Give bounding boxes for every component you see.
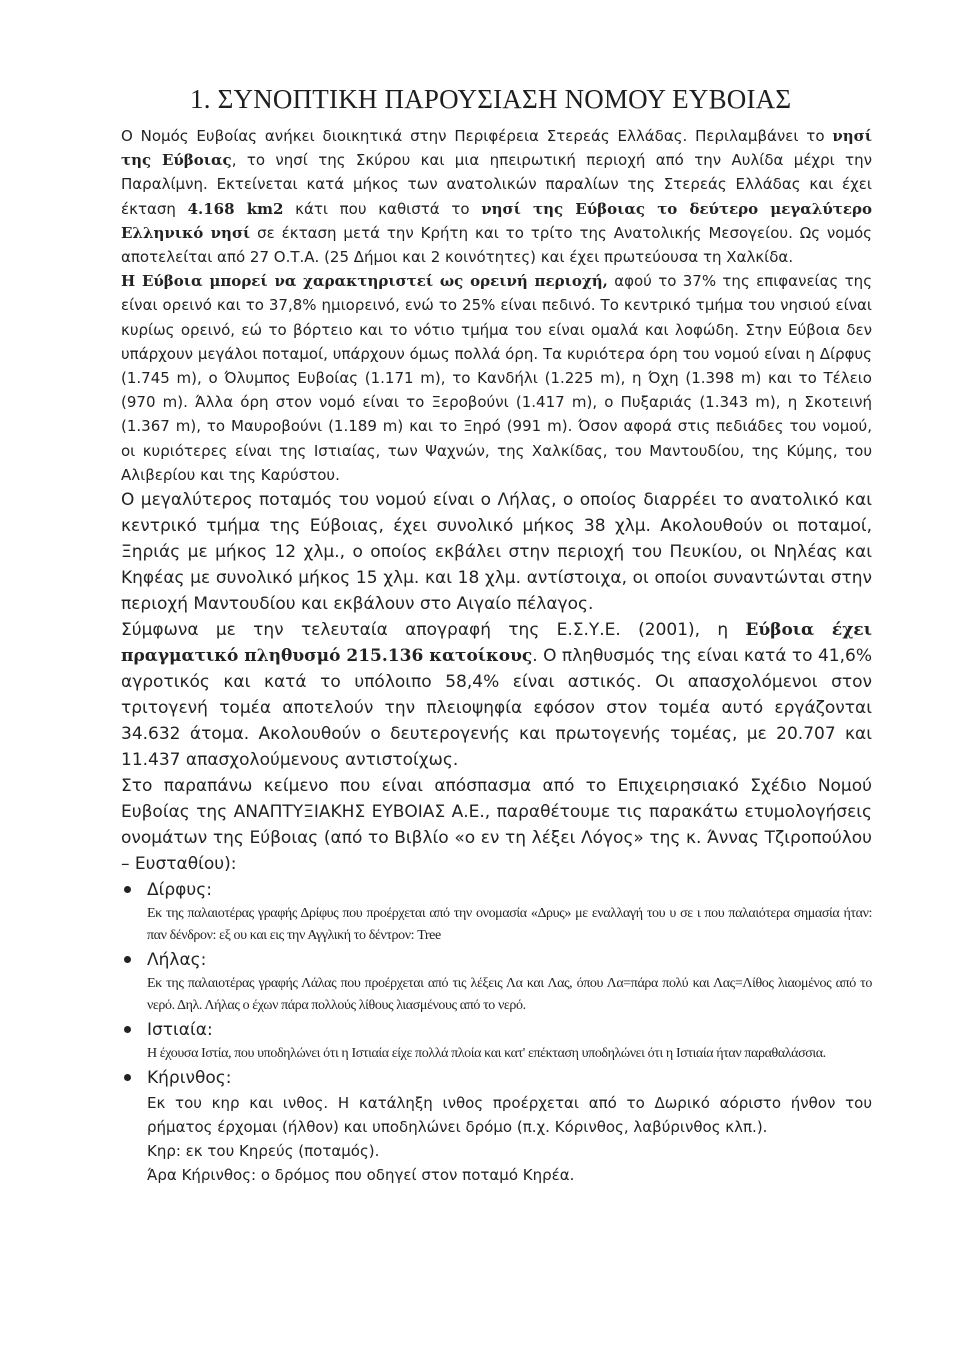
etymology-term: Ιστιαία:: [147, 1020, 213, 1041]
list-item: [147, 1017, 872, 1065]
list-item: [147, 877, 872, 947]
bold-phrase: νησί της Εύβοιας το δεύτερο μεγαλύτερο Ελληνικό νησί: [121, 199, 872, 242]
text-span: Σύμφωνα με την τελευταία απογραφή της Ε.Σ.Υ.Ε. (2001), η: [121, 620, 746, 641]
page-title: 1. ΣΥΝΟΠΤΙΚΗ ΠΑΡΟΥΣΙΑΣΗ ΝΟΜΟΥ ΕΥΒΟΙΑΣ: [190, 84, 792, 114]
bullet-icon: [124, 1026, 131, 1033]
list-item: [147, 1065, 872, 1187]
etymology-description: Κηρ: εκ του Κηρεύς (ποταμός).: [147, 1142, 380, 1161]
etymology-description: Εκ της παλαιοτέρας γραφής Δρίφυς που προέρχεται από την ονομασία «Δρυς» με εναλλαγή του υ σε ι που παλαιότερα σημασία ήταν: παν δένδρον: εξ ου και εις την Αγγλική το δέντρον: Tree: [147, 906, 872, 944]
intro-paragraph: [121, 124, 872, 269]
etymology-description: Εκ της παλαιοτέρας γραφής Λάλας που προέρχεται από τις λέξεις Λα και Λας, όπου Λα=πάρα πολύ και Λας=Λίθος λιαομένος από το νερό. Δηλ. Λήλας ο έχων πάρα πολλούς λίθους λιασμένους από το νερό.: [147, 976, 872, 1014]
bullet-icon: [124, 886, 131, 893]
document-body: [121, 124, 872, 1187]
etymology-description: Άρα Κήρινθος: ο δρόμος που οδηγεί στον ποταμό Κηρέα.: [147, 1166, 575, 1185]
bold-phrase: 4.168 km2: [187, 199, 284, 218]
etymology-description: Εκ του κηρ και ινθος. Η κατάληξη ινθος προέρχεται από το Δωρικό αόριστο ήνθον του ρήματος έρχομαι (ήλθον) και υποδηλώνει δρόμο (π.χ. Κόρινθος, λαβύρινθος κλπ.).: [147, 1094, 872, 1137]
population-paragraph: [121, 617, 872, 773]
text-span: σε έκταση μετά την Κρήτη και το τρίτο της Ανατολικής Μεσογείου. Ως νομός αποτελείται από 27 Ο.Τ.Α. (25 Δήμοι και 2 κοινότητες) και έχει πρωτεύουσα τη Χαλκίδα.: [121, 223, 872, 267]
rivers-paragraph: Ο μεγαλύτερος ποταμός του νομού είναι ο Λήλας, ο οποίος διαρρέει το ανατολικό και κεντρικό τμήμα της Εύβοιας, έχει συνολικό μήκος 38 χλμ. Ακολουθούν οι ποταμοί, Ξηριάς με μήκος 12 χλμ., ο οποίος εκβάλει στην περιοχή του Πευκίου, οι Νηλέας και Κηφέας με συνολικό μήκος 15 χλμ. και 18 χλμ. αντίστοιχα, οι οποίοι συναντώνται στην περιοχή Μαντουδίου και εκβάλουν στο Αιγαίο πέλαγος.: [121, 490, 872, 615]
text-span: Ο Νομός Ευβοίας ανήκει διοικητικά στην Περιφέρεια Στερεάς Ελλάδας. Περιλαμβάνει το: [121, 127, 833, 145]
etymology-intro-paragraph: Στο παραπάνω κείμενο που είναι απόσπασμα από το Επιχειρησιακό Σχέδιο Νομού Ευβοίας της ΑΝΑΠΤΥΞΙΑΚΗΣ ΕΥΒΟΙΑΣ Α.Ε., παραθέτουμε τις παρακάτω ετυμολογήσεις ονομάτων της Εύβοιας (από το Βιβλίο «ο εν τη λέξει Λόγος» της κ. Άννας Τζιροπούλου – Ευσταθίου):: [121, 776, 872, 875]
etymology-term: Λήλας:: [147, 950, 207, 971]
list-item: [147, 947, 872, 1017]
terrain-paragraph: [121, 269, 872, 487]
text-span: , το νησί της Σκύρου και μια ηπειρωτική περιοχή από την Αυλίδα μέχρι την Παραλίμνη. Εκτείνεται κατά μήκος των ανατολικών παραλίων της Στερεάς Ελλάδας και έχει έκταση: [121, 151, 872, 218]
bullet-icon: [124, 1074, 131, 1081]
etymology-list: [121, 877, 872, 1187]
etymology-description: Η έχουσα Ιστία, που υποδηλώνει ότι η Ιστιαία είχε πολλά πλοία και κατ' επέκταση υποδηλώνει ότι η Ιστιαία ήταν παραθαλάσσια.: [147, 1046, 826, 1062]
etymology-term: Κήρινθος:: [147, 1068, 232, 1089]
bold-phrase: νησί της Εύβοιας: [121, 127, 872, 170]
text-span: . Ο πληθυσμός της είναι κατά το 41,6% αγροτικός και κατά το υπόλοιπο 58,4% είναι αστικός. Οι απασχολόμενοι στον τριτογενή τομέα αποτελούν την πλειοψηφία εφόσον στον τομέα αυτό εργάζονται 34.632 άτομα. Ακολουθούν ο δευτερογενής και πρωτογενής τομέας, με 20.707 και 11.437 απασχολούμενους αντιστοίχως.: [121, 646, 872, 771]
text-span: αφού το 37% της επιφανείας της είναι ορεινό και το 37,8% ημιορεινό, ενώ το 25% είναι πεδινό. Το κεντρικό τμήμα του νησιού είναι κυρίως ορεινό, εώ το βόρτειο και το νότιο τμήμα του είναι ομαλά και λοφώδη. Στην Εύβοια δεν υπάρχουν μεγάλοι ποταμοί, υπάρχουν όμως πολλά όρη. Τα κυριότερα όρη του νομού είναι η Δίρφυς (1.745 m), ο Όλυμπος Ευβοίας (1.171 m), το Κανδήλι (1.225 m), η Όχη (1.398 m) και το Τέλειο (970 m). Άλλα όρη στον νομό είναι το Ξεροβούνι (1.417 m), ο Πυξαριάς (1.343 m), η Σκοτεινή (1.367 m), το Μαυροβούνι (1.189 m) και το Ξηρό (991 m). Όσον αφορά στις πεδιάδες του νομού, οι κυριότερες είναι της Ιστιαίας, των Ψαχνών, της Χαλκίδας, του Μαντουδίου, της Κύμης, του Αλιβερίου και της Καρύστου.: [121, 272, 872, 484]
text-span: κάτι που καθιστά το: [283, 199, 482, 218]
bullet-icon: [124, 956, 131, 963]
bold-phrase: Η Εύβοια μπορεί να χαρακτηριστεί ως ορεινή περιοχή,: [121, 272, 608, 291]
bold-phrase: Εύβοια έχει πραγματικό πληθυσμό 215.136 κατοίκους: [121, 620, 872, 667]
etymology-term: Δίρφυς:: [147, 880, 212, 901]
